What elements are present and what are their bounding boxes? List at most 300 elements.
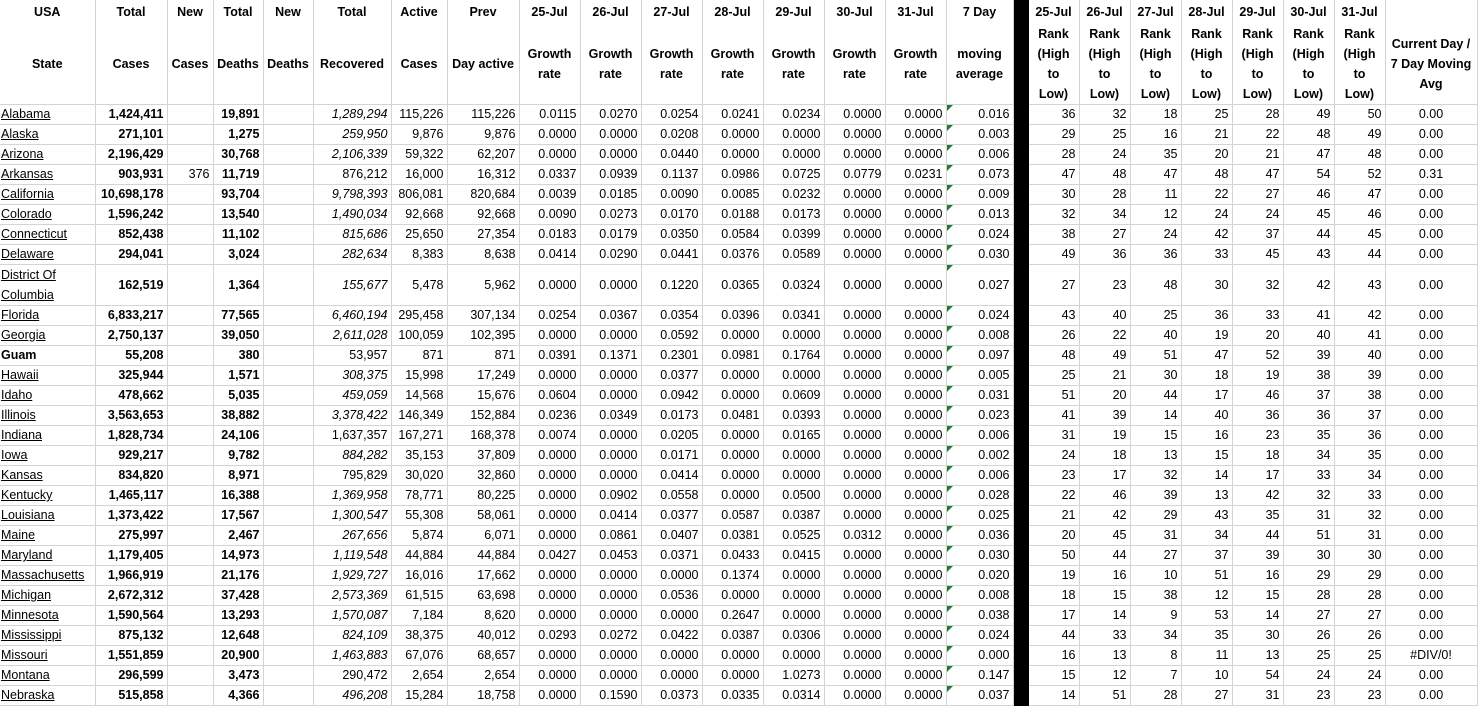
data-cell[interactable]: 0.0000 <box>885 606 946 626</box>
rank-cell[interactable]: 39 <box>1283 346 1334 366</box>
rank-cell[interactable]: 47 <box>1181 346 1232 366</box>
state-name-cell[interactable]: Louisiana <box>0 506 95 526</box>
current-ratio-cell[interactable]: 0.00 <box>1385 105 1477 125</box>
rank-cell[interactable]: 26 <box>1334 626 1385 646</box>
data-cell[interactable]: 0.0000 <box>519 646 580 666</box>
data-cell[interactable]: 0.0000 <box>580 586 641 606</box>
current-ratio-cell[interactable]: 0.00 <box>1385 185 1477 205</box>
data-cell[interactable]: 0.0074 <box>519 426 580 446</box>
header-cell[interactable]: 31-Jul <box>1334 0 1385 24</box>
data-cell[interactable]: 0.0000 <box>885 145 946 165</box>
rank-cell[interactable]: 45 <box>1079 526 1130 546</box>
data-cell[interactable]: 0.0000 <box>885 105 946 125</box>
data-cell[interactable]: 15,284 <box>391 686 447 706</box>
data-cell[interactable]: 0.0000 <box>641 646 702 666</box>
rank-cell[interactable]: 47 <box>1283 145 1334 165</box>
data-cell[interactable] <box>263 125 313 145</box>
data-cell[interactable]: 0.0000 <box>519 606 580 626</box>
rank-cell[interactable]: 27 <box>1130 546 1181 566</box>
data-cell[interactable] <box>263 406 313 426</box>
header-cell[interactable]: 28-Jul <box>702 0 763 24</box>
rank-cell[interactable]: 46 <box>1283 185 1334 205</box>
state-name-cell[interactable]: Mississippi <box>0 626 95 646</box>
rank-cell[interactable]: 26 <box>1283 626 1334 646</box>
moving-average-cell[interactable]: 0.024 <box>946 225 1013 245</box>
data-cell[interactable] <box>167 666 213 686</box>
state-name-cell[interactable]: Kentucky <box>0 486 95 506</box>
data-cell[interactable]: 11,102 <box>213 225 263 245</box>
divider-cell[interactable] <box>1013 526 1028 546</box>
rank-cell[interactable]: 12 <box>1079 666 1130 686</box>
header-cell[interactable] <box>1385 0 1477 24</box>
data-cell[interactable]: 0.0000 <box>824 225 885 245</box>
rank-cell[interactable]: 43 <box>1028 306 1079 326</box>
data-cell[interactable]: 0.0000 <box>824 366 885 386</box>
data-cell[interactable]: 0.0000 <box>519 466 580 486</box>
rank-cell[interactable]: 44 <box>1283 225 1334 245</box>
data-cell[interactable]: 115,226 <box>391 105 447 125</box>
data-cell[interactable]: 0.0000 <box>824 606 885 626</box>
data-cell[interactable] <box>263 225 313 245</box>
data-cell[interactable]: 0.0000 <box>580 646 641 666</box>
moving-average-cell[interactable]: 0.028 <box>946 486 1013 506</box>
data-cell[interactable]: 0.0000 <box>824 105 885 125</box>
data-cell[interactable]: 4,366 <box>213 686 263 706</box>
data-cell[interactable]: 0.0000 <box>519 686 580 706</box>
data-cell[interactable]: 0.0481 <box>702 406 763 426</box>
data-cell[interactable]: 59,322 <box>391 145 447 165</box>
data-cell[interactable] <box>167 366 213 386</box>
data-cell[interactable]: 8,638 <box>447 245 519 265</box>
data-cell[interactable]: 10,698,178 <box>95 185 167 205</box>
data-cell[interactable]: 92,668 <box>391 205 447 225</box>
data-cell[interactable]: 1,289,294 <box>313 105 391 125</box>
rank-cell[interactable]: 32 <box>1028 205 1079 225</box>
header-cell[interactable]: Deaths <box>213 24 263 105</box>
data-cell[interactable]: 0.0371 <box>641 546 702 566</box>
data-cell[interactable]: 30,020 <box>391 466 447 486</box>
data-cell[interactable]: 0.0000 <box>824 486 885 506</box>
moving-average-cell[interactable]: 0.097 <box>946 346 1013 366</box>
data-cell[interactable]: 17,249 <box>447 366 519 386</box>
header-cell[interactable]: Rank (High to Low) <box>1283 24 1334 105</box>
data-cell[interactable] <box>167 326 213 346</box>
data-cell[interactable]: 0.0000 <box>580 606 641 626</box>
rank-cell[interactable]: 14 <box>1079 606 1130 626</box>
data-cell[interactable]: 0.0589 <box>763 245 824 265</box>
moving-average-cell[interactable]: 0.000 <box>946 646 1013 666</box>
data-cell[interactable]: 0.0000 <box>885 626 946 646</box>
data-cell[interactable]: 0.0000 <box>885 646 946 666</box>
rank-cell[interactable]: 18 <box>1130 105 1181 125</box>
data-cell[interactable]: 0.0341 <box>763 306 824 326</box>
data-cell[interactable]: 820,684 <box>447 185 519 205</box>
data-cell[interactable]: 1,571 <box>213 366 263 386</box>
data-cell[interactable]: 0.0981 <box>702 346 763 366</box>
header-cell[interactable]: Total <box>95 0 167 24</box>
data-cell[interactable]: 15,676 <box>447 386 519 406</box>
rank-cell[interactable]: 23 <box>1079 265 1130 306</box>
header-cell[interactable] <box>1013 24 1028 105</box>
rank-cell[interactable]: 49 <box>1334 125 1385 145</box>
rank-cell[interactable]: 42 <box>1181 225 1232 245</box>
data-cell[interactable]: 0.0000 <box>824 466 885 486</box>
data-cell[interactable]: 0.0000 <box>885 245 946 265</box>
data-cell[interactable]: 0.0381 <box>702 526 763 546</box>
data-cell[interactable]: 0.0525 <box>763 526 824 546</box>
rank-cell[interactable]: 29 <box>1028 125 1079 145</box>
data-cell[interactable]: 55,208 <box>95 346 167 366</box>
rank-cell[interactable]: 48 <box>1079 165 1130 185</box>
data-cell[interactable]: 0.0000 <box>824 666 885 686</box>
moving-average-cell[interactable]: 0.008 <box>946 326 1013 346</box>
data-cell[interactable]: 0.0000 <box>580 326 641 346</box>
data-cell[interactable]: 0.0902 <box>580 486 641 506</box>
data-cell[interactable]: 37,428 <box>213 586 263 606</box>
moving-average-cell[interactable]: 0.003 <box>946 125 1013 145</box>
rank-cell[interactable]: 25 <box>1334 646 1385 666</box>
state-name-cell[interactable]: Florida <box>0 306 95 326</box>
data-cell[interactable]: 0.0584 <box>702 225 763 245</box>
data-cell[interactable]: 44,884 <box>447 546 519 566</box>
data-cell[interactable] <box>167 466 213 486</box>
moving-average-cell[interactable]: 0.023 <box>946 406 1013 426</box>
data-cell[interactable]: 37,809 <box>447 446 519 466</box>
data-cell[interactable]: 0.0415 <box>763 546 824 566</box>
current-ratio-cell[interactable]: 0.00 <box>1385 265 1477 306</box>
data-cell[interactable]: 1,590,564 <box>95 606 167 626</box>
data-cell[interactable]: 0.0587 <box>702 506 763 526</box>
data-cell[interactable] <box>263 245 313 265</box>
moving-average-cell[interactable]: 0.036 <box>946 526 1013 546</box>
data-cell[interactable]: 0.0254 <box>641 105 702 125</box>
divider-cell[interactable] <box>1013 145 1028 165</box>
rank-cell[interactable]: 11 <box>1181 646 1232 666</box>
data-cell[interactable]: 0.0349 <box>580 406 641 426</box>
data-cell[interactable] <box>167 406 213 426</box>
rank-cell[interactable]: 23 <box>1334 686 1385 706</box>
data-cell[interactable] <box>263 165 313 185</box>
data-cell[interactable] <box>167 646 213 666</box>
rank-cell[interactable]: 8 <box>1130 646 1181 666</box>
header-cell[interactable]: 30-Jul <box>1283 0 1334 24</box>
data-cell[interactable]: 0.0000 <box>519 366 580 386</box>
data-cell[interactable]: 1,463,883 <box>313 646 391 666</box>
data-cell[interactable]: 0.0188 <box>702 205 763 225</box>
data-cell[interactable] <box>167 346 213 366</box>
data-cell[interactable]: 0.0000 <box>641 666 702 686</box>
rank-cell[interactable]: 21 <box>1232 145 1283 165</box>
data-cell[interactable]: 871 <box>391 346 447 366</box>
data-cell[interactable]: 5,478 <box>391 265 447 306</box>
data-cell[interactable]: 8,620 <box>447 606 519 626</box>
rank-cell[interactable]: 32 <box>1232 265 1283 306</box>
data-cell[interactable]: 1,179,405 <box>95 546 167 566</box>
data-cell[interactable]: 12,648 <box>213 626 263 646</box>
data-cell[interactable]: 62,207 <box>447 145 519 165</box>
data-cell[interactable]: 5,035 <box>213 386 263 406</box>
data-cell[interactable]: 0.0000 <box>885 586 946 606</box>
data-cell[interactable]: 0.0254 <box>519 306 580 326</box>
data-cell[interactable]: 852,438 <box>95 225 167 245</box>
current-ratio-cell[interactable]: 0.00 <box>1385 145 1477 165</box>
current-ratio-cell[interactable]: 0.00 <box>1385 366 1477 386</box>
rank-cell[interactable]: 38 <box>1028 225 1079 245</box>
rank-cell[interactable]: 41 <box>1334 326 1385 346</box>
moving-average-cell[interactable]: 0.008 <box>946 586 1013 606</box>
rank-cell[interactable]: 38 <box>1334 386 1385 406</box>
data-cell[interactable]: 0.0000 <box>763 586 824 606</box>
moving-average-cell[interactable]: 0.024 <box>946 306 1013 326</box>
data-cell[interactable]: 19,891 <box>213 105 263 125</box>
state-name-cell[interactable]: Maine <box>0 526 95 546</box>
data-cell[interactable]: 834,820 <box>95 466 167 486</box>
data-cell[interactable]: 0.0232 <box>763 185 824 205</box>
moving-average-cell[interactable]: 0.038 <box>946 606 1013 626</box>
data-cell[interactable] <box>167 546 213 566</box>
data-cell[interactable]: 0.0000 <box>885 506 946 526</box>
data-cell[interactable]: 0.0090 <box>641 185 702 205</box>
divider-cell[interactable] <box>1013 646 1028 666</box>
data-cell[interactable]: 13,540 <box>213 205 263 225</box>
data-cell[interactable]: 1,490,034 <box>313 205 391 225</box>
rank-cell[interactable]: 44 <box>1028 626 1079 646</box>
divider-cell[interactable] <box>1013 105 1028 125</box>
data-cell[interactable] <box>263 526 313 546</box>
state-name-cell[interactable]: Missouri <box>0 646 95 666</box>
rank-cell[interactable]: 27 <box>1334 606 1385 626</box>
data-cell[interactable]: 295,458 <box>391 306 447 326</box>
data-cell[interactable]: 1,828,734 <box>95 426 167 446</box>
data-cell[interactable]: 0.0115 <box>519 105 580 125</box>
data-cell[interactable]: 6,460,194 <box>313 306 391 326</box>
header-cell[interactable]: Growth rate <box>702 24 763 105</box>
data-cell[interactable] <box>263 666 313 686</box>
data-cell[interactable]: 3,378,422 <box>313 406 391 426</box>
rank-cell[interactable]: 15 <box>1181 446 1232 466</box>
data-cell[interactable]: 68,657 <box>447 646 519 666</box>
rank-cell[interactable]: 43 <box>1181 506 1232 526</box>
data-cell[interactable]: 9,782 <box>213 446 263 466</box>
data-cell[interactable]: 0.0986 <box>702 165 763 185</box>
rank-cell[interactable]: 24 <box>1028 446 1079 466</box>
rank-cell[interactable]: 48 <box>1283 125 1334 145</box>
rank-cell[interactable]: 40 <box>1079 306 1130 326</box>
rank-cell[interactable]: 51 <box>1130 346 1181 366</box>
state-name-cell[interactable]: Arkansas <box>0 165 95 185</box>
current-ratio-cell[interactable]: 0.00 <box>1385 225 1477 245</box>
current-ratio-cell[interactable]: 0.00 <box>1385 586 1477 606</box>
data-cell[interactable]: 0.0000 <box>824 446 885 466</box>
rank-cell[interactable]: 19 <box>1079 426 1130 446</box>
header-cell[interactable]: Rank (High to Low) <box>1028 24 1079 105</box>
data-cell[interactable]: 162,519 <box>95 265 167 306</box>
state-name-cell[interactable]: Montana <box>0 666 95 686</box>
data-cell[interactable]: 6,071 <box>447 526 519 546</box>
rank-cell[interactable]: 33 <box>1232 306 1283 326</box>
rank-cell[interactable]: 40 <box>1181 406 1232 426</box>
data-cell[interactable]: 21,176 <box>213 566 263 586</box>
data-cell[interactable]: 0.0000 <box>824 646 885 666</box>
data-cell[interactable]: 0.0365 <box>702 265 763 306</box>
data-cell[interactable]: 67,076 <box>391 646 447 666</box>
header-cell[interactable]: 31-Jul <box>885 0 946 24</box>
data-cell[interactable]: 0.0000 <box>519 486 580 506</box>
header-cell[interactable]: Recovered <box>313 24 391 105</box>
state-name-cell[interactable]: Nebraska <box>0 686 95 706</box>
rank-cell[interactable]: 42 <box>1334 306 1385 326</box>
rank-cell[interactable]: 32 <box>1334 506 1385 526</box>
rank-cell[interactable]: 15 <box>1232 586 1283 606</box>
data-cell[interactable]: 1,465,117 <box>95 486 167 506</box>
data-cell[interactable]: 815,686 <box>313 225 391 245</box>
rank-cell[interactable]: 33 <box>1334 486 1385 506</box>
data-cell[interactable]: 40,012 <box>447 626 519 646</box>
rank-cell[interactable]: 26 <box>1028 326 1079 346</box>
rank-cell[interactable]: 18 <box>1028 586 1079 606</box>
rank-cell[interactable]: 17 <box>1079 466 1130 486</box>
data-cell[interactable]: 77,565 <box>213 306 263 326</box>
divider-cell[interactable] <box>1013 686 1028 706</box>
rank-cell[interactable]: 28 <box>1283 586 1334 606</box>
rank-cell[interactable]: 28 <box>1334 586 1385 606</box>
rank-cell[interactable]: 25 <box>1181 105 1232 125</box>
data-cell[interactable]: 0.0000 <box>580 426 641 446</box>
header-cell[interactable]: 29-Jul <box>763 0 824 24</box>
data-cell[interactable]: 0.0414 <box>641 466 702 486</box>
data-cell[interactable] <box>263 606 313 626</box>
data-cell[interactable]: 0.0396 <box>702 306 763 326</box>
rank-cell[interactable]: 36 <box>1130 245 1181 265</box>
data-cell[interactable]: 0.0000 <box>702 486 763 506</box>
data-cell[interactable]: 55,308 <box>391 506 447 526</box>
rank-cell[interactable]: 32 <box>1079 105 1130 125</box>
data-cell[interactable]: 0.0000 <box>702 145 763 165</box>
data-cell[interactable]: 0.2301 <box>641 346 702 366</box>
data-cell[interactable]: 0.0000 <box>824 346 885 366</box>
rank-cell[interactable]: 42 <box>1079 506 1130 526</box>
rank-cell[interactable]: 24 <box>1232 205 1283 225</box>
rank-cell[interactable]: 16 <box>1232 566 1283 586</box>
data-cell[interactable]: 875,132 <box>95 626 167 646</box>
rank-cell[interactable]: 48 <box>1028 346 1079 366</box>
rank-cell[interactable]: 29 <box>1283 566 1334 586</box>
data-cell[interactable]: 16,016 <box>391 566 447 586</box>
data-cell[interactable]: 0.0170 <box>641 205 702 225</box>
rank-cell[interactable]: 51 <box>1283 526 1334 546</box>
data-cell[interactable]: 0.0173 <box>641 406 702 426</box>
moving-average-cell[interactable]: 0.147 <box>946 666 1013 686</box>
rank-cell[interactable]: 28 <box>1130 686 1181 706</box>
header-cell[interactable]: New <box>167 0 213 24</box>
rank-cell[interactable]: 30 <box>1181 265 1232 306</box>
header-cell[interactable]: Rank (High to Low) <box>1232 24 1283 105</box>
rank-cell[interactable]: 10 <box>1130 566 1181 586</box>
data-cell[interactable]: 78,771 <box>391 486 447 506</box>
rank-cell[interactable]: 19 <box>1181 326 1232 346</box>
data-cell[interactable]: 0.0407 <box>641 526 702 546</box>
data-cell[interactable]: 9,798,393 <box>313 185 391 205</box>
data-cell[interactable]: 0.0536 <box>641 586 702 606</box>
data-cell[interactable]: 0.0000 <box>763 646 824 666</box>
state-name-cell[interactable]: District Of Columbia <box>0 265 95 306</box>
rank-cell[interactable]: 37 <box>1283 386 1334 406</box>
data-cell[interactable]: 929,217 <box>95 446 167 466</box>
data-cell[interactable]: 0.0000 <box>824 386 885 406</box>
rank-cell[interactable]: 45 <box>1283 205 1334 225</box>
rank-cell[interactable]: 13 <box>1079 646 1130 666</box>
data-cell[interactable]: 25,650 <box>391 225 447 245</box>
rank-cell[interactable]: 32 <box>1283 486 1334 506</box>
data-cell[interactable]: 1,300,547 <box>313 506 391 526</box>
rank-cell[interactable]: 16 <box>1181 426 1232 446</box>
data-cell[interactable]: 0.0000 <box>885 666 946 686</box>
data-cell[interactable]: 63,698 <box>447 586 519 606</box>
data-cell[interactable] <box>167 526 213 546</box>
divider-cell[interactable] <box>1013 386 1028 406</box>
current-ratio-cell[interactable]: 0.31 <box>1385 165 1477 185</box>
data-cell[interactable] <box>263 265 313 306</box>
state-name-cell[interactable]: Alabama <box>0 105 95 125</box>
data-cell[interactable]: 146,349 <box>391 406 447 426</box>
header-cell[interactable]: 27-Jul <box>641 0 702 24</box>
rank-cell[interactable]: 31 <box>1283 506 1334 526</box>
current-ratio-cell[interactable]: 0.00 <box>1385 666 1477 686</box>
data-cell[interactable]: 0.0179 <box>580 225 641 245</box>
rank-cell[interactable]: 33 <box>1283 466 1334 486</box>
data-cell[interactable]: 0.0000 <box>702 646 763 666</box>
rank-cell[interactable]: 35 <box>1181 626 1232 646</box>
header-cell[interactable]: Cases <box>167 24 213 105</box>
data-cell[interactable]: 38,375 <box>391 626 447 646</box>
data-cell[interactable]: 0.0000 <box>641 566 702 586</box>
data-cell[interactable]: 2,467 <box>213 526 263 546</box>
data-cell[interactable]: 0.0000 <box>763 446 824 466</box>
data-cell[interactable]: 0.0000 <box>519 526 580 546</box>
current-ratio-cell[interactable]: #DIV/0! <box>1385 646 1477 666</box>
rank-cell[interactable]: 20 <box>1181 145 1232 165</box>
moving-average-cell[interactable]: 0.016 <box>946 105 1013 125</box>
data-cell[interactable]: 0.0000 <box>580 125 641 145</box>
data-cell[interactable]: 0.0000 <box>702 426 763 446</box>
data-cell[interactable]: 1,364 <box>213 265 263 306</box>
state-name-cell[interactable]: Arizona <box>0 145 95 165</box>
state-name-cell[interactable]: Georgia <box>0 326 95 346</box>
data-cell[interactable]: 0.0000 <box>519 125 580 145</box>
state-name-cell[interactable]: California <box>0 185 95 205</box>
data-cell[interactable]: 0.0000 <box>519 265 580 306</box>
header-cell[interactable]: 25-Jul <box>519 0 580 24</box>
data-cell[interactable] <box>167 626 213 646</box>
data-cell[interactable]: 0.0422 <box>641 626 702 646</box>
data-cell[interactable]: 0.0000 <box>763 466 824 486</box>
data-cell[interactable]: 0.0205 <box>641 426 702 446</box>
data-cell[interactable] <box>263 185 313 205</box>
data-cell[interactable]: 0.0000 <box>702 466 763 486</box>
data-cell[interactable]: 0.0399 <box>763 225 824 245</box>
data-cell[interactable]: 0.0367 <box>580 306 641 326</box>
data-cell[interactable]: 0.0373 <box>641 686 702 706</box>
data-cell[interactable] <box>167 486 213 506</box>
rank-cell[interactable]: 36 <box>1232 406 1283 426</box>
current-ratio-cell[interactable]: 0.00 <box>1385 326 1477 346</box>
data-cell[interactable] <box>263 105 313 125</box>
data-cell[interactable]: 0.0000 <box>763 125 824 145</box>
rank-cell[interactable]: 48 <box>1334 145 1385 165</box>
divider-cell[interactable] <box>1013 506 1028 526</box>
data-cell[interactable]: 20,900 <box>213 646 263 666</box>
rank-cell[interactable]: 44 <box>1079 546 1130 566</box>
